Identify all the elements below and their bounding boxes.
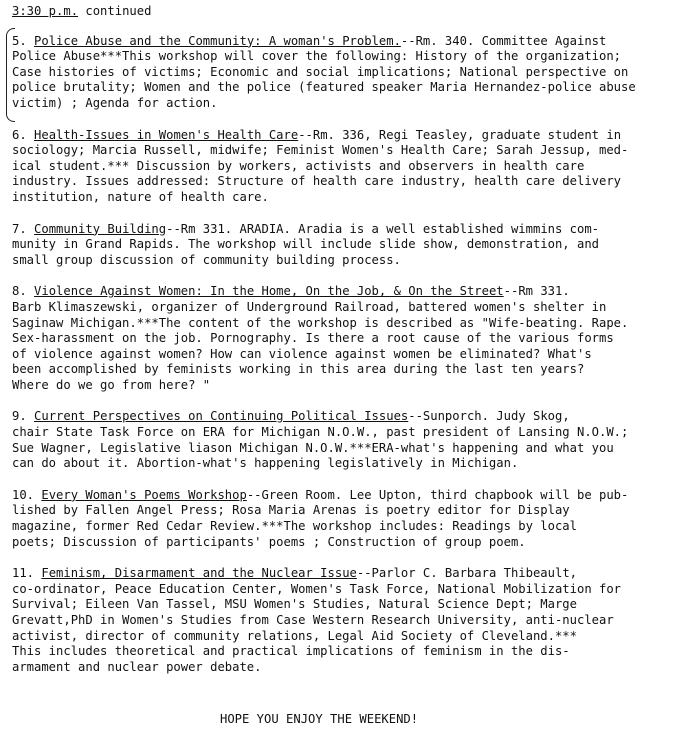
item-body: --Rm. 336, Regi Teasley, graduate student in sociology; Marcia Russell, midwife; Feminist Women's Health Care; Sarah Jessup, med- ical student.*** Discussion by workers, activists and observers in health care industry. Issues addressed: Structure of health care industry, health care delivery institution, nature of health care. xyxy=(12,127,629,204)
workshop-item-9 xyxy=(12,409,696,471)
document-page xyxy=(12,4,696,691)
item-body: --Green Room. Lee Upton, third chapbook will be pub- lished by Fallen Angel Press; Rosa Maria Arenas is poetry editor for Display magazine, former Red Cedar Review.***The workshop includes: Readings by local poets; Discussion of participants' poems ; Construction of group poem. xyxy=(12,487,629,549)
item-title: Community Building xyxy=(34,221,167,236)
item-number: 5. xyxy=(12,33,27,48)
item-title: Violence Against Women: In the Home, On the Job, & On the Street xyxy=(34,284,504,299)
workshop-item-6 xyxy=(12,128,696,206)
closing-message: HOPE YOU ENJOY THE WEEKEND! xyxy=(220,712,419,726)
header-suffix: continued xyxy=(78,4,152,18)
item-number: 7. xyxy=(12,221,27,236)
item-body: --Rm 331. Barb Klimaszewski, organizer of Underground Railroad, battered women's shelter in Saginaw Michigan.***The content of the workshop is described as "Wife-beating. Rape. Sex-harassment on the job. Pornography. Is there a root cause of the various forms of violence against women? How can violence against women be eliminated? What's been accomplished by feminists working in this area during the last ten years? Where do we go from here? " xyxy=(12,284,629,392)
item-body: --Parlor C. Barbara Thibeault, co-ordinator, Peace Education Center, Women's Task Force, National Mobilization for Survival; Eileen Van Tassel, MSU Women's Studies, Natural Science Dept; Marge Grevatt,PhD in Women's Studies from Case Western Research University, anti-nuclear activist, director of community relations, Legal Aid Society of Cleveland.*** This includes theoretical and practical implications of feminism in the dis- armament and nuclear power debate. xyxy=(12,566,622,674)
item-number: 9. xyxy=(12,409,27,424)
workshop-item-8 xyxy=(12,284,696,393)
header-time: 3:30 p.m. xyxy=(12,4,79,18)
item-title: Feminism, Disarmament and the Nuclear Issue xyxy=(41,566,357,581)
workshop-item-10 xyxy=(12,488,696,550)
item-number: 10. xyxy=(12,487,35,502)
item-number: 8. xyxy=(12,284,27,299)
item-title: Health-Issues in Women's Health Care xyxy=(34,127,299,142)
item-title: Current Perspectives on Continuing Political Issues xyxy=(34,409,409,424)
item-body: --Rm. 340. Committee Against Police Abuse***This workshop will cover the following: History of the organization; Case histories of victims; Economic and social implications; National perspective on police brutality; Women and the police (featured speaker Maria Hernandez-police abuse victim) ; Agenda for action. xyxy=(12,33,636,110)
workshop-item-7 xyxy=(12,222,696,269)
item-number: 11. xyxy=(12,566,35,581)
item-body: --Rm 331. ARADIA. Aradia is a well established wimmins com- munity in Grand Rapids. The workshop will include slide show, demonstration, and small group discussion of community building process. xyxy=(12,221,600,267)
item-body: --Sunporch. Judy Skog, chair State Task Force on ERA for Michigan N.O.W., past president of Lansing N.O.W.; Sue Wagner, Legislative liason Michigan N.O.W.***ERA-what's happening and what you can do about it. Abortion-what's happening legislatively in Michigan. xyxy=(12,409,629,471)
workshop-item-11 xyxy=(12,566,696,675)
item-number: 6. xyxy=(12,127,27,142)
item-title: Every Woman's Poems Workshop xyxy=(41,487,247,502)
item-title: Police Abuse and the Community: A woman's Problem. xyxy=(34,33,401,48)
page-header xyxy=(12,4,696,20)
workshop-item-5 xyxy=(12,34,696,112)
